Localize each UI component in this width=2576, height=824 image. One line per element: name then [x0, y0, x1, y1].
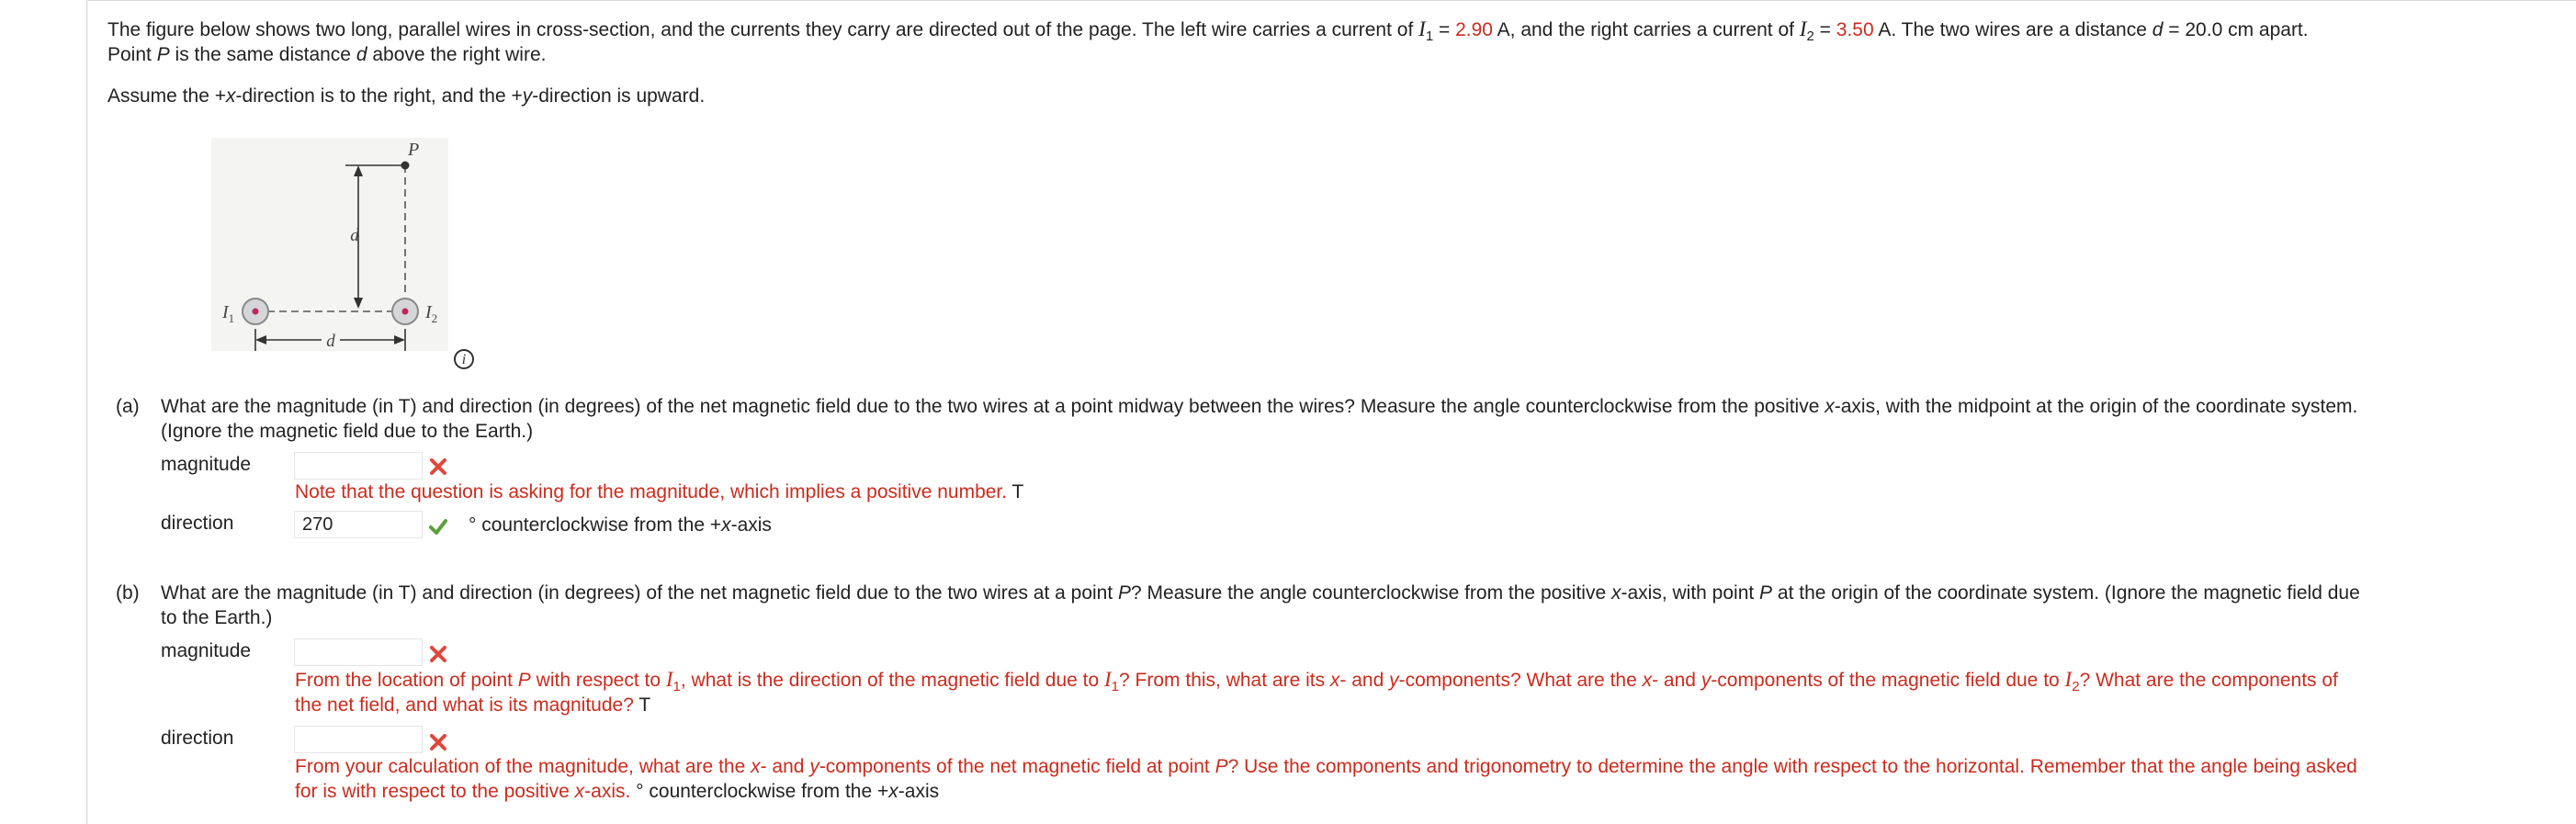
wire-i2-dot	[402, 309, 409, 315]
part-b-magnitude-feedback: From the location of point P with respect to $I_1$, what is the direction of the magnetic field due to $I_1$? From this, what are its x- and y-components? What are the x- and y-components of the magnetic field due to $I_2$? What are the components of the net field, and what is its magnitude? T	[295, 668, 2338, 716]
incorrect-x-icon	[428, 457, 448, 477]
current-i2-value: 3.50	[1836, 19, 1874, 40]
wire-i1-dot	[253, 309, 259, 315]
part-a-direction-label: direction	[161, 513, 234, 534]
label-d-vertical: d	[350, 226, 359, 245]
part-b-magnitude-input[interactable]	[294, 638, 423, 666]
assumption-text: Assume the +x-direction is to the right, and the +y-direction is upward.	[107, 85, 706, 107]
part-b-direction-input[interactable]	[294, 726, 423, 753]
label-d-horizontal: d	[326, 332, 335, 351]
wires-figure	[211, 138, 448, 351]
info-icon[interactable]: i	[454, 349, 474, 369]
label-i2: $I_2$	[425, 302, 438, 325]
current-i1-value: 2.90	[1455, 19, 1493, 40]
correct-check-icon	[428, 516, 448, 536]
left-rule	[86, 0, 87, 824]
part-b-direction-feedback: From your calculation of the magnitude, what are the x- and y-components of the net magnetic field at point P? Use the components and trigonometry to determine the angle with respect to the horizontal. Remember that the angle being asked for is with respect to the positive x-axis. ° counterclockwise from the +x-axis	[295, 756, 2357, 802]
point-p-dot	[401, 162, 410, 170]
incorrect-x-icon	[428, 644, 448, 664]
intro-line-1: The figure below shows two long, parallel wires in cross-section, and the currents they carry are directed out of the page. The left wire carries a current of $I_1 = 2.90$ A, and the right carries a current of $I_2 = 3.50$ A. The two wires are a distance d = 20.0 cm apart.	[107, 17, 2309, 44]
part-b-magnitude-label: magnitude	[161, 640, 252, 661]
part-a-direction-input[interactable]	[294, 511, 423, 538]
problem-statement	[107, 17, 2570, 67]
part-a-magnitude-label: magnitude	[161, 454, 252, 475]
part-a-magnitude-feedback: Note that the question is asking for the magnitude, which implies a positive number. T	[295, 481, 1024, 502]
top-border	[88, 0, 2576, 10]
intro-line-2: Point P is the same distance d above the right wire.	[107, 44, 547, 65]
incorrect-x-icon	[428, 732, 448, 752]
label-p: P	[408, 140, 420, 160]
part-a-magnitude-input[interactable]	[294, 452, 423, 480]
label-i1: $I_1$	[222, 302, 235, 325]
part-a-direction-unit: ° counterclockwise from the +x-axis	[469, 514, 772, 536]
part-b-direction-label: direction	[161, 728, 234, 749]
